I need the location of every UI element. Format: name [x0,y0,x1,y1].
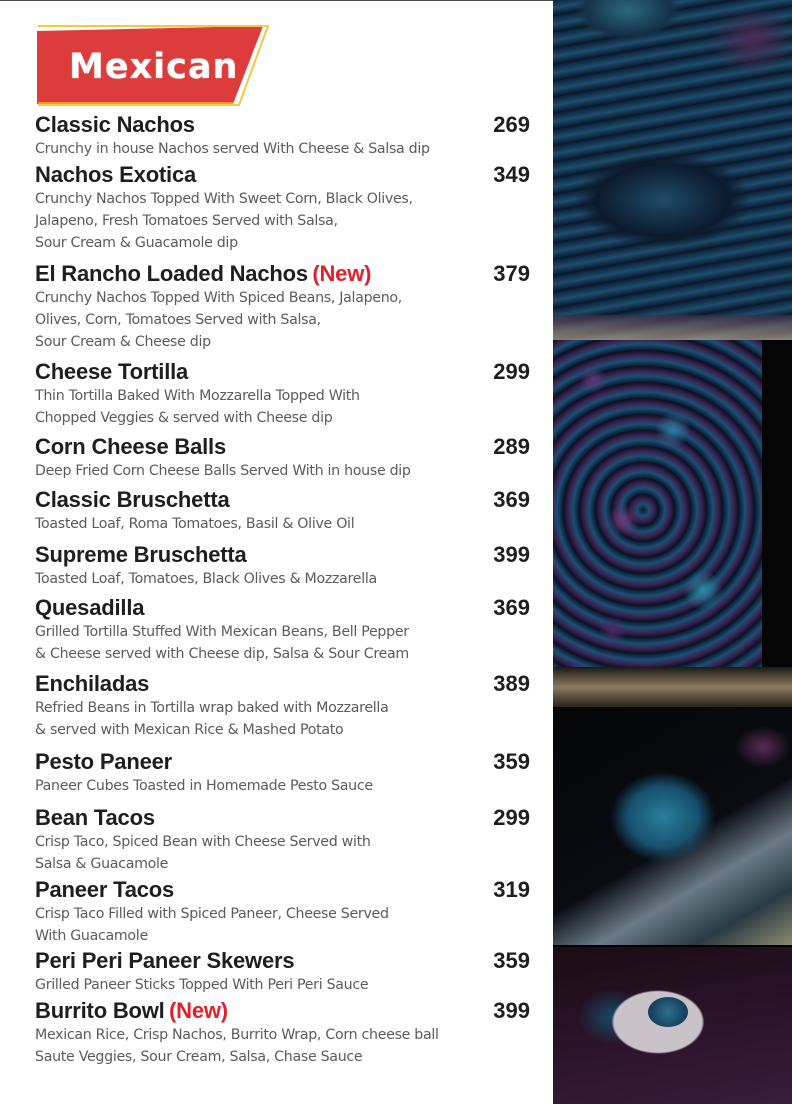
new-badge: (New) [312,261,372,286]
item-price: 399 [493,542,530,567]
section-title: Mexican [69,47,239,87]
item-price: 379 [493,261,530,286]
item-price: 349 [493,162,530,187]
menu-item [35,162,530,254]
menu-item [35,948,530,996]
item-description: Jalapeno, Fresh Tomatoes Served with Salsa, [35,213,338,229]
tortilla-tray-photo [553,340,792,707]
item-price: 359 [493,948,530,973]
item-description: Crisp Taco Filled with Spiced Paneer, Cheese Served [35,906,389,922]
item-price: 369 [493,487,530,512]
item-description: Toasted Loaf, Tomatoes, Black Olives & Mozzarella [35,571,377,587]
menu-item [35,359,530,429]
item-description: Saute Veggies, Sour Cream, Salsa, Chase Sauce [35,1049,363,1065]
new-badge: (New) [169,998,228,1023]
item-description: Grilled Tortilla Stuffed With Mexican Beans, Bell Pepper [35,624,409,640]
item-name: Classic Bruschetta [35,487,230,512]
item-description: & served with Mexican Rice & Mashed Potato [35,722,344,738]
item-name: El Rancho Loaded Nachos [35,261,308,286]
nachos-photo [553,0,792,355]
item-name: Enchiladas [35,671,150,696]
item-name: Classic Nachos [35,112,195,137]
tacos-platter-photo [553,947,792,1104]
item-price: 299 [493,359,530,384]
item-price: 269 [493,112,530,137]
item-name: Pesto Paneer [35,749,173,774]
item-description: Crisp Taco, Spiced Bean with Cheese Served with [35,834,371,850]
item-description: Mexican Rice, Crisp Nachos, Burrito Wrap, Corn cheese ball [35,1027,439,1043]
item-name: Quesadilla [35,595,145,620]
item-description: Thin Tortilla Baked With Mozzarella Topped With [35,388,360,404]
menu-item [35,112,530,160]
item-name: Burrito Bowl [35,998,165,1023]
item-name: Supreme Bruschetta [35,542,247,567]
item-price: 399 [493,998,530,1023]
menu-item [35,595,530,665]
item-description: Crunchy in house Nachos served With Cheese & Salsa dip [35,141,430,157]
menu-item [35,877,530,947]
menu-item [35,434,530,482]
item-description: Toasted Loaf, Roma Tomatoes, Basil & Olive Oil [35,516,355,532]
item-price: 359 [493,749,530,774]
item-description: & Cheese served with Cheese dip, Salsa & Sour Cream [35,646,409,662]
item-description: Crunchy Nachos Topped With Spiced Beans, Jalapeno, [35,290,403,306]
item-name: Peri Peri Paneer Skewers [35,948,295,973]
menu-item [35,487,530,535]
item-description: Sour Cream & Cheese dip [35,334,211,350]
section-banner [33,23,273,109]
menu-item [35,261,530,353]
item-name: Nachos Exotica [35,162,197,187]
item-description: Chopped Veggies & served with Cheese dip [35,410,333,426]
bruschetta-photo [553,707,792,945]
item-price: 389 [493,671,530,696]
menu-item [35,671,530,741]
item-description: Refried Beans in Tortilla wrap baked with Mozzarella [35,700,389,716]
item-name: Cheese Tortilla [35,359,189,384]
menu-item [35,998,530,1068]
item-description: Paneer Cubes Toasted in Homemade Pesto Sauce [35,778,373,794]
item-price: 289 [493,434,530,459]
menu-item [35,542,530,590]
item-name: Corn Cheese Balls [35,434,227,459]
item-name: Paneer Tacos [35,877,175,902]
item-price: 319 [493,877,530,902]
item-description: Sour Cream & Guacamole dip [35,235,238,251]
menu-item [35,805,530,875]
item-description: Salsa & Guacamole [35,856,169,872]
item-description: Grilled Paneer Sticks Topped With Peri Peri Sauce [35,977,369,993]
item-price: 369 [493,595,530,620]
item-description: Olives, Corn, Tomatoes Served with Salsa, [35,312,321,328]
item-description: Deep Fried Corn Cheese Balls Served With in house dip [35,463,411,479]
menu-item [35,749,530,797]
item-description: Crunchy Nachos Topped With Sweet Corn, Black Olives, [35,191,413,207]
item-name: Bean Tacos [35,805,155,830]
photo-strip [553,0,792,1104]
item-description: With Guacamole [35,928,148,944]
item-price: 299 [493,805,530,830]
